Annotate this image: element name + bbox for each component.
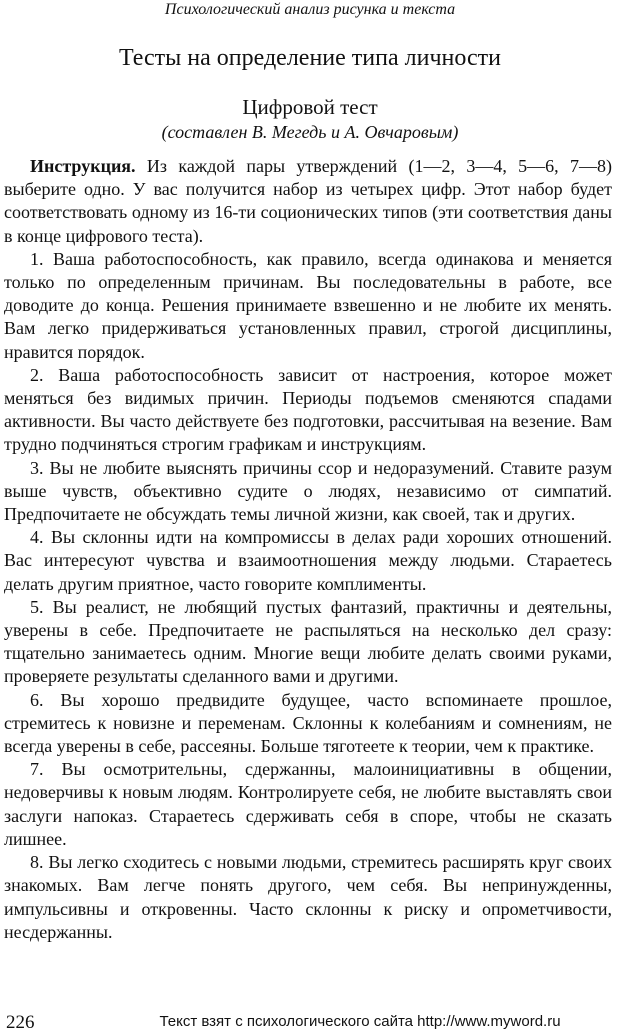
instruction-lead: Инструкция. <box>30 156 136 176</box>
statement-6: 6. Вы хорошо предвидите будущее, часто вспоминаете прошлое, стремитесь к новизне и переменам. Склонны к колебаниям и сомнениям, не всегда уверены в себе, рассеяны. Больше тяготеете к теории, чем к практике. <box>4 689 612 757</box>
body-text <box>4 155 612 944</box>
running-head: Психологический анализ рисунка и текста <box>164 1 456 18</box>
instruction-paragraph <box>4 155 612 248</box>
page-title: Тесты на определение типа личности <box>119 45 501 71</box>
test-authors: (составлен В. Мегедь и А. Овчаровым) <box>161 122 459 142</box>
statement-5: 5. Вы реалист, не любящий пустых фантазий, практичны и деятельны, уверены в себе. Предпочитаете не распыляться на несколько дел сразу: тщательно занимаетесь одним. Многие вещи любите делать своими руками, проверяете результаты сделанного вами и другими. <box>4 596 612 687</box>
statement-7: 7. Вы осмотрительны, сдержанны, малоинициативны в общении, недоверчивы к новым людям. Контролируете себя, не любите выставлять свои заслуги напоказ. Стараетесь сдерживать себя в споре, чтобы не сказать лишнее. <box>4 759 612 849</box>
instruction-text: Из каждой пары утверждений (1—2, 3—4, 5—6, 7—8) выберите одно. У вас получится набор из четырех цифр. Этот набор будет соответствовать одному из 16-ти соционических типов (эти соответствия даны в конце цифрового теста). <box>4 156 612 246</box>
statement-1: 1. Ваша работоспособность, как правило, всегда одинакова и меняется только по определенным причинам. Вы последовательны в работе, все доводите до конца. Решения принимаете взвешенно и не любите их менять. Вам легко придерживаться установленных правил, строгой дисциплины, нравится порядок. <box>4 248 612 362</box>
statement-3: 3. Вы не любите выяснять причины ссор и недоразумений. Ставите разум выше чувств, объективно судите о людях, независимо от симпатий. Предпочитаете не обсуждать темы личной жизни, как своей, так и других. <box>4 457 612 525</box>
statement-4: 4. Вы склонны идти на компромиссы в делах ради хороших отношений. Вас интересуют чувства и взаимоотношения между людьми. Стараетесь делать другим приятное, часто говорите комплименты. <box>4 527 612 594</box>
test-subtitle: Цифровой тест <box>242 95 378 119</box>
statement-2: 2. Ваша работоспособность зависит от настроения, которое может меняться без видимых причин. Периоды подъемов сменяются спадами активности. Вы часто действуете без подготовки, рассчитывая на везение. Вам трудно подчиняться строгим графикам и инструкциям. <box>4 364 612 455</box>
footer-source-note: Текст взят с психологического сайта http://www.myword.ru <box>159 1013 561 1030</box>
statement-8: 8. Вы легко сходитесь с новыми людьми, стремитесь расширять круг своих знакомых. Вам легче понять другого, чем себя. Вы непринужденны, импульсивны и откровенны. Часто склонны к риску и опрометчивости, несдержанны. <box>4 852 612 942</box>
page-number: 226 <box>6 1012 35 1033</box>
